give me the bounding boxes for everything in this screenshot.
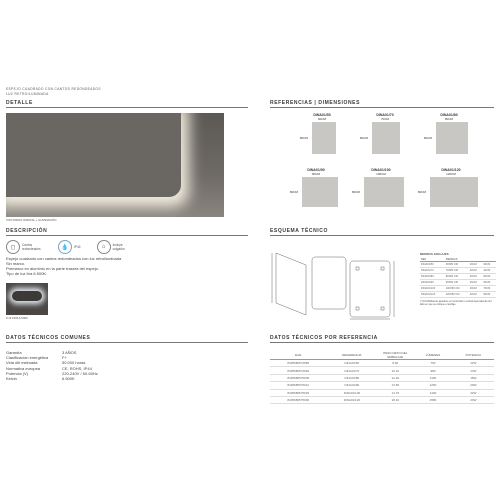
table-cell: DINA01/50 bbox=[326, 360, 377, 367]
dimension-height: 80CM bbox=[300, 136, 309, 140]
section-title-datos-referencia: DATOS TÉCNICOS POR REFERENCIA bbox=[270, 335, 378, 341]
ip44-icon: 💧 bbox=[58, 240, 72, 254]
description-line: Sin marco. bbox=[6, 261, 26, 266]
light-caption: LUZ FRÍA 6.500K bbox=[6, 316, 28, 320]
header-line-2: LUZ RETROILUMINADA bbox=[6, 92, 49, 96]
mirror-swatch bbox=[436, 122, 468, 154]
feature-label: Cantos redondeados bbox=[22, 243, 41, 251]
table-cell: 1580 bbox=[413, 396, 452, 403]
table-cell: DINA01/80 bbox=[420, 274, 445, 280]
table-cell: 100X80 CM bbox=[445, 286, 469, 292]
table-cell: 1100 bbox=[413, 374, 452, 381]
back-view bbox=[312, 257, 346, 309]
spec-label: Potencia (V) bbox=[6, 370, 29, 376]
divider bbox=[270, 235, 494, 236]
dimension-ref: DINA01/120 bbox=[441, 168, 461, 172]
dimension-height: 80CM bbox=[418, 190, 427, 194]
table-cell: 18.10 bbox=[377, 396, 413, 403]
dimension-card bbox=[300, 113, 344, 154]
spec-value: 6.500K bbox=[62, 376, 75, 382]
dimension-card bbox=[290, 168, 342, 207]
table-row bbox=[270, 367, 494, 374]
table-cell: 14.70 bbox=[377, 389, 413, 396]
table-header: LÚMENES bbox=[413, 350, 452, 360]
table-cell: 60CM bbox=[482, 280, 496, 286]
detail-photo bbox=[6, 113, 224, 217]
table-cell: 20CM bbox=[469, 286, 483, 292]
table-cell: 70X80 CM bbox=[445, 268, 469, 274]
dimension-card bbox=[360, 113, 410, 154]
table-cell: 20CM bbox=[469, 292, 483, 298]
table-cell: 18W bbox=[453, 374, 494, 381]
table-header: MEDIDAS bbox=[445, 257, 469, 262]
anchors-table-block bbox=[420, 252, 496, 306]
anchors-table bbox=[420, 257, 496, 298]
mirror-swatch bbox=[302, 177, 338, 207]
table-cell: DINA01/120 bbox=[326, 396, 377, 403]
table-cell: 8.60 bbox=[377, 360, 413, 367]
feature-icons bbox=[6, 240, 135, 254]
divider bbox=[6, 342, 248, 343]
table-cell: 90CM bbox=[482, 292, 496, 298]
table-cell: 1400 bbox=[413, 389, 452, 396]
dimension-ref: DINA01/50 bbox=[313, 113, 331, 117]
dimension-width: 60CM bbox=[317, 117, 326, 121]
header-line-1: ESPEJO CUADRADO CON CANTOS REDONDEADOS bbox=[6, 87, 101, 91]
dimension-width: 100CM bbox=[376, 172, 386, 176]
table-cell: DINA01/80 bbox=[326, 374, 377, 381]
table-row bbox=[270, 382, 494, 389]
table-cell: 80X80 CM bbox=[445, 274, 469, 280]
table-cell: DINA01/120 bbox=[420, 292, 445, 298]
description-line: Tipo de luz fría 6.500K. bbox=[6, 271, 48, 276]
description-line: Premarco en aluminio en la parte trasera del espejo. bbox=[6, 266, 99, 271]
dimension-card bbox=[352, 168, 410, 207]
dimension-height: 80CM bbox=[352, 190, 361, 194]
spec-value: CE, ROHS, IP44 bbox=[62, 365, 92, 371]
divider bbox=[270, 107, 494, 108]
light-glow bbox=[12, 291, 42, 301]
table-header: POTENCIA bbox=[453, 350, 494, 360]
feature-hanging bbox=[97, 240, 135, 254]
technical-schema-drawing bbox=[270, 245, 412, 323]
rounded-corners-icon: ◻ bbox=[6, 240, 20, 254]
dimension-ref: DINA01/70 bbox=[376, 113, 394, 117]
table-cell: 14W bbox=[453, 367, 494, 374]
mirror-corner bbox=[6, 113, 181, 197]
section-title-datos-comunes: DATOS TÉCNICOS COMUNES bbox=[6, 335, 91, 341]
table-row bbox=[270, 374, 494, 381]
spec-value: 220-240V / 50-60Hz bbox=[62, 370, 98, 376]
table-cell: 8435680575005 bbox=[270, 374, 326, 381]
table-row bbox=[270, 389, 494, 396]
reference-specs-table bbox=[270, 350, 494, 404]
table-cell: 20CM bbox=[469, 262, 483, 268]
table-cell: DINA01/50 bbox=[420, 262, 445, 268]
dimension-width: 90CM bbox=[311, 172, 320, 176]
mirror-swatch bbox=[312, 122, 336, 154]
side-view bbox=[276, 253, 306, 315]
dimension-card bbox=[418, 168, 484, 207]
feature-label: Incluye colgador bbox=[112, 243, 125, 251]
dimension-width: 80CM bbox=[444, 117, 453, 121]
table-cell: DINA01/100 bbox=[420, 286, 445, 292]
table-cell: 13.50 bbox=[377, 382, 413, 389]
table-cell: 22W bbox=[453, 389, 494, 396]
common-specs-table bbox=[6, 350, 146, 381]
hanging-icon: ⌂ bbox=[97, 240, 111, 254]
spec-label: Kelvin bbox=[6, 376, 17, 382]
divider bbox=[270, 342, 494, 343]
table-header: REFERENCIA bbox=[326, 350, 377, 360]
table-cell: DINA01/70 bbox=[420, 268, 445, 274]
spec-label: Vida útil estimada bbox=[6, 360, 38, 366]
table-header: PESO NETO DEL EMBALAJE bbox=[377, 350, 413, 360]
table-cell: 120X80 CM bbox=[445, 292, 469, 298]
feature-label: IP44 bbox=[74, 245, 81, 249]
table-cell: 12W bbox=[453, 360, 494, 367]
table-cell: 10.10 bbox=[377, 367, 413, 374]
spec-label: Garantía bbox=[6, 350, 22, 355]
table-cell: DINA01/70 bbox=[326, 367, 377, 374]
section-title-descripcion: DESCRIPCIÓN bbox=[6, 228, 48, 234]
table-cell: 50CM bbox=[482, 274, 496, 280]
table-cell: 8435680575012 bbox=[270, 382, 326, 389]
section-title-detalle: DETALLE bbox=[6, 100, 33, 106]
table-cell: 24W bbox=[453, 396, 494, 403]
table-cell: 30CM bbox=[482, 262, 496, 268]
dimension-ref: DINA01/80 bbox=[440, 113, 458, 117]
table-cell: 20CM bbox=[469, 280, 483, 286]
table-row bbox=[270, 396, 494, 403]
dimension-ref: DINA01/100 bbox=[371, 168, 391, 172]
table-cell: 8435680574985 bbox=[270, 360, 326, 367]
dimension-ref: DINA01/90 bbox=[307, 168, 325, 172]
table-cell: 8435680574992 bbox=[270, 367, 326, 374]
anchors-table-title: MEDIDAS ANCLAJES bbox=[420, 252, 449, 256]
description-text bbox=[6, 256, 186, 276]
mirror-swatch bbox=[430, 177, 478, 207]
dimension-width: 120CM bbox=[446, 172, 456, 176]
table-row bbox=[270, 360, 494, 367]
dimension-height: 80CM bbox=[290, 190, 299, 194]
light-sample-photo bbox=[6, 283, 48, 315]
table-cell: 40CM bbox=[482, 268, 496, 274]
detail-caption: CONTORNO ONDITAL + ILUMINACIÓN bbox=[6, 218, 57, 222]
dimension-card bbox=[424, 113, 474, 154]
table-cell: DINA01/90 bbox=[420, 280, 445, 286]
spec-label: Normativa europea bbox=[6, 365, 41, 371]
table-cell: 20W bbox=[453, 382, 494, 389]
table-row bbox=[420, 292, 496, 298]
divider bbox=[6, 235, 248, 236]
dimension-width: 70CM bbox=[380, 117, 389, 121]
table-cell: 750 bbox=[413, 360, 452, 367]
anchors-note: (*) Posibilidad de ajustarse en horizontal o vertical dependiendo del lado en que se coloque el anclaje. bbox=[420, 300, 492, 306]
divider bbox=[6, 107, 248, 108]
section-title-referencias: REFERENCIAS | DIMENSIONES bbox=[270, 100, 361, 106]
feature-rounded-corners bbox=[6, 240, 42, 254]
mirror-swatch bbox=[372, 122, 400, 154]
spec-label: Clasificación energética bbox=[6, 355, 49, 361]
table-cell: DINA01/100 bbox=[326, 389, 377, 396]
dimension-height: 80CM bbox=[424, 136, 433, 140]
table-cell: 12.20 bbox=[377, 374, 413, 381]
table-cell: 1250 bbox=[413, 382, 452, 389]
dimension-height: 80CM bbox=[360, 136, 369, 140]
table-row bbox=[6, 376, 146, 381]
table-header: REF. bbox=[420, 257, 445, 262]
table-cell: 20CM bbox=[469, 274, 483, 280]
mirror-swatch bbox=[364, 177, 404, 207]
table-cell: 90X80 CM bbox=[445, 280, 469, 286]
table-cell: 8435680575029 bbox=[270, 389, 326, 396]
spec-value: 3 AÑOS bbox=[62, 350, 77, 355]
feature-ip44 bbox=[58, 240, 81, 254]
table-cell: 70CM bbox=[482, 286, 496, 292]
table-cell: 980 bbox=[413, 367, 452, 374]
spec-value: F+ bbox=[62, 355, 67, 361]
table-cell: DINA01/90 bbox=[326, 382, 377, 389]
description-line: Espejo cuadrado con cantos redondeados con luz retroiluminada bbox=[6, 256, 122, 261]
section-title-esquema: ESQUEMA TÉCNICO bbox=[270, 228, 328, 234]
table-cell: 8435680575036 bbox=[270, 396, 326, 403]
table-cell: 60X80 CM bbox=[445, 262, 469, 268]
table-cell: 20CM bbox=[469, 268, 483, 274]
spec-value: 50.000 horas bbox=[62, 360, 86, 366]
table-header: EAN bbox=[270, 350, 326, 360]
